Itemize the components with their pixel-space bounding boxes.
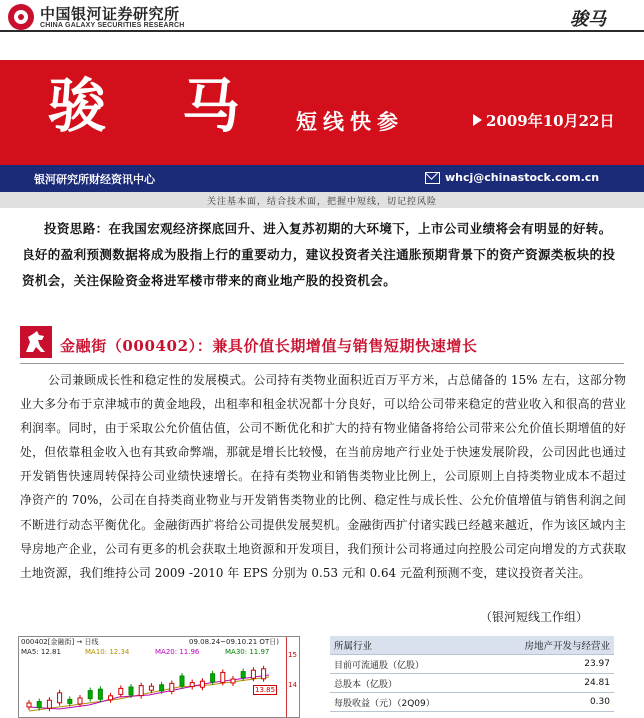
ma5-label: MA5: 12.81 bbox=[21, 648, 61, 656]
tick-15: 15 bbox=[288, 651, 297, 659]
org-name-en: CHINA GALAXY SECURITIES RESEARCH bbox=[40, 22, 185, 29]
candle-body bbox=[139, 686, 143, 696]
header-divider bbox=[0, 30, 644, 32]
corner-brand-mark: 骏马 bbox=[570, 9, 606, 30]
price-label: 13.85 bbox=[255, 686, 276, 694]
candle-body bbox=[180, 676, 184, 686]
signature: （银河短线工作组） bbox=[480, 610, 589, 624]
candle-body bbox=[231, 679, 235, 683]
candle-body bbox=[190, 683, 194, 687]
candle-body bbox=[149, 686, 153, 690]
candle-body bbox=[68, 699, 72, 703]
tick-14: 14 bbox=[288, 681, 297, 689]
report-date: 2009年10月22日 bbox=[486, 112, 615, 130]
candle-body bbox=[129, 687, 133, 695]
section-header bbox=[20, 326, 624, 362]
org-name-cn: 中国银河证券研究所 bbox=[40, 5, 180, 23]
candles-group bbox=[27, 666, 266, 711]
section-divider bbox=[20, 363, 624, 364]
candle-body bbox=[221, 672, 225, 682]
motto-band bbox=[0, 192, 644, 208]
banner-char-1: 骏 bbox=[48, 72, 107, 140]
candle-body bbox=[200, 681, 204, 687]
stock-chart bbox=[18, 636, 300, 718]
candle-body bbox=[98, 689, 102, 699]
ma10-label: MA10: 12.34 bbox=[85, 648, 130, 656]
table-row bbox=[330, 693, 614, 712]
research-center-name: 银河研究所财经资讯中心 bbox=[34, 173, 155, 186]
investment-summary: 投资思路：在我国宏观经济探底回升、进入复苏初期的大环境下，上市公司业绩将会有明显的好转。良好的盈利预测数据将成为股指上行的重要动力，建议投资者关注通胀预期背景下的资产资源类板块的投资机会，关注保险资金将进军楼市带来的商业地产股的投资机会。 bbox=[22, 221, 616, 288]
row-value: 23.97 bbox=[483, 655, 614, 674]
candle-body bbox=[170, 683, 174, 691]
candlestick-plot bbox=[19, 657, 285, 717]
table-row bbox=[330, 674, 614, 693]
motto-text: 关注基本面，结合技术面，把握中短线，切记控风险 bbox=[206, 197, 437, 207]
chart-header-left: 000402[金融街] → 日线 bbox=[21, 638, 99, 646]
ma20-label: MA20: 11.96 bbox=[155, 648, 200, 656]
mail-icon bbox=[425, 172, 440, 184]
candle-body bbox=[251, 670, 255, 678]
horse-icon bbox=[20, 326, 52, 358]
candle-body bbox=[27, 703, 31, 707]
candle-body bbox=[47, 700, 51, 708]
candle-body bbox=[109, 696, 113, 700]
ma30-label: MA30: 11.97 bbox=[225, 648, 270, 656]
section-title: 金融街（000402）：兼具价值长期增值与销售短期快速增长 bbox=[60, 337, 478, 355]
table-row bbox=[330, 655, 614, 674]
candle-body bbox=[78, 698, 82, 704]
row-label: 目前可流通股（亿股） bbox=[330, 655, 483, 674]
contact-email[interactable]: whcj@chinastock.com.cn bbox=[445, 171, 600, 184]
banner-char-2: 马 bbox=[182, 72, 241, 140]
candle-body bbox=[241, 672, 245, 678]
analysis-paragraph: 公司兼顾成长性和稳定性的发展模式。公司持有类物业面积近百万平方米，占总储备的 15% 左右，这部分物业大多分布于京津城市的黄金地段，出租率和租金状况都十分良好，可以给公司带来稳定的营业收入和很高的营业利润率。同时，由于采取公允价值估值，公司不断优化和扩大的持有物业储备将给公司带来公允价值长期增值的好处，但依靠租金收入也有其致命弊端，那就是增长比较慢，在当前房地产行业处于快速发展阶段，公司因此也通过开发销售快速周转保持公司业绩快速增长。在持有类物业和销售类物业比例上，公司原则上自持类物业成本不超过净资产的 70%，公司在自持类商业物业与开发销售类物业的比例、稳定性与成长性、公允价值增值与销售利润之间不断进行动态平衡优化。金融街西扩将给公司提供发展契机。金融街西扩付诸实践已经越来越近，作为该区域内主导房地产企业，公司有更多的机会获取土地资源和开发项目，我们预计公司将通过向控股公司定向增发的方式获取土地资源，我们维持公司 2009 -2010 年 EPS 分别为 0.53 元和 0.64 元盈利预测不变，建议投资者关注。 bbox=[20, 373, 626, 580]
table-row bbox=[330, 636, 614, 655]
play-arrow-icon bbox=[473, 114, 482, 126]
galaxy-logo-icon bbox=[8, 4, 34, 30]
candle-body bbox=[262, 669, 266, 679]
row-label: 每股收益（元）（2Q09） bbox=[330, 693, 483, 712]
banner-subtitle: 短线快参 bbox=[296, 109, 404, 134]
row-value: 房地产开发与经营业 bbox=[483, 636, 614, 655]
candle-body bbox=[58, 693, 62, 703]
info-bar bbox=[0, 165, 644, 192]
row-value: 0.30 bbox=[483, 693, 614, 712]
stock-info-table bbox=[330, 636, 614, 712]
price-axis bbox=[286, 637, 287, 717]
candle-body bbox=[211, 674, 215, 682]
candle-body bbox=[119, 688, 123, 694]
chart-header-right: 09.08.24~09.10.21 OT日) bbox=[189, 638, 279, 646]
title-banner bbox=[0, 60, 644, 165]
candle-body bbox=[37, 702, 41, 708]
top-header bbox=[0, 0, 644, 38]
candle-body bbox=[88, 691, 92, 699]
row-value: 24.81 bbox=[483, 674, 614, 693]
row-label: 总股本（亿股） bbox=[330, 674, 483, 693]
row-label: 所属行业 bbox=[330, 636, 483, 655]
candle-body bbox=[160, 685, 164, 691]
